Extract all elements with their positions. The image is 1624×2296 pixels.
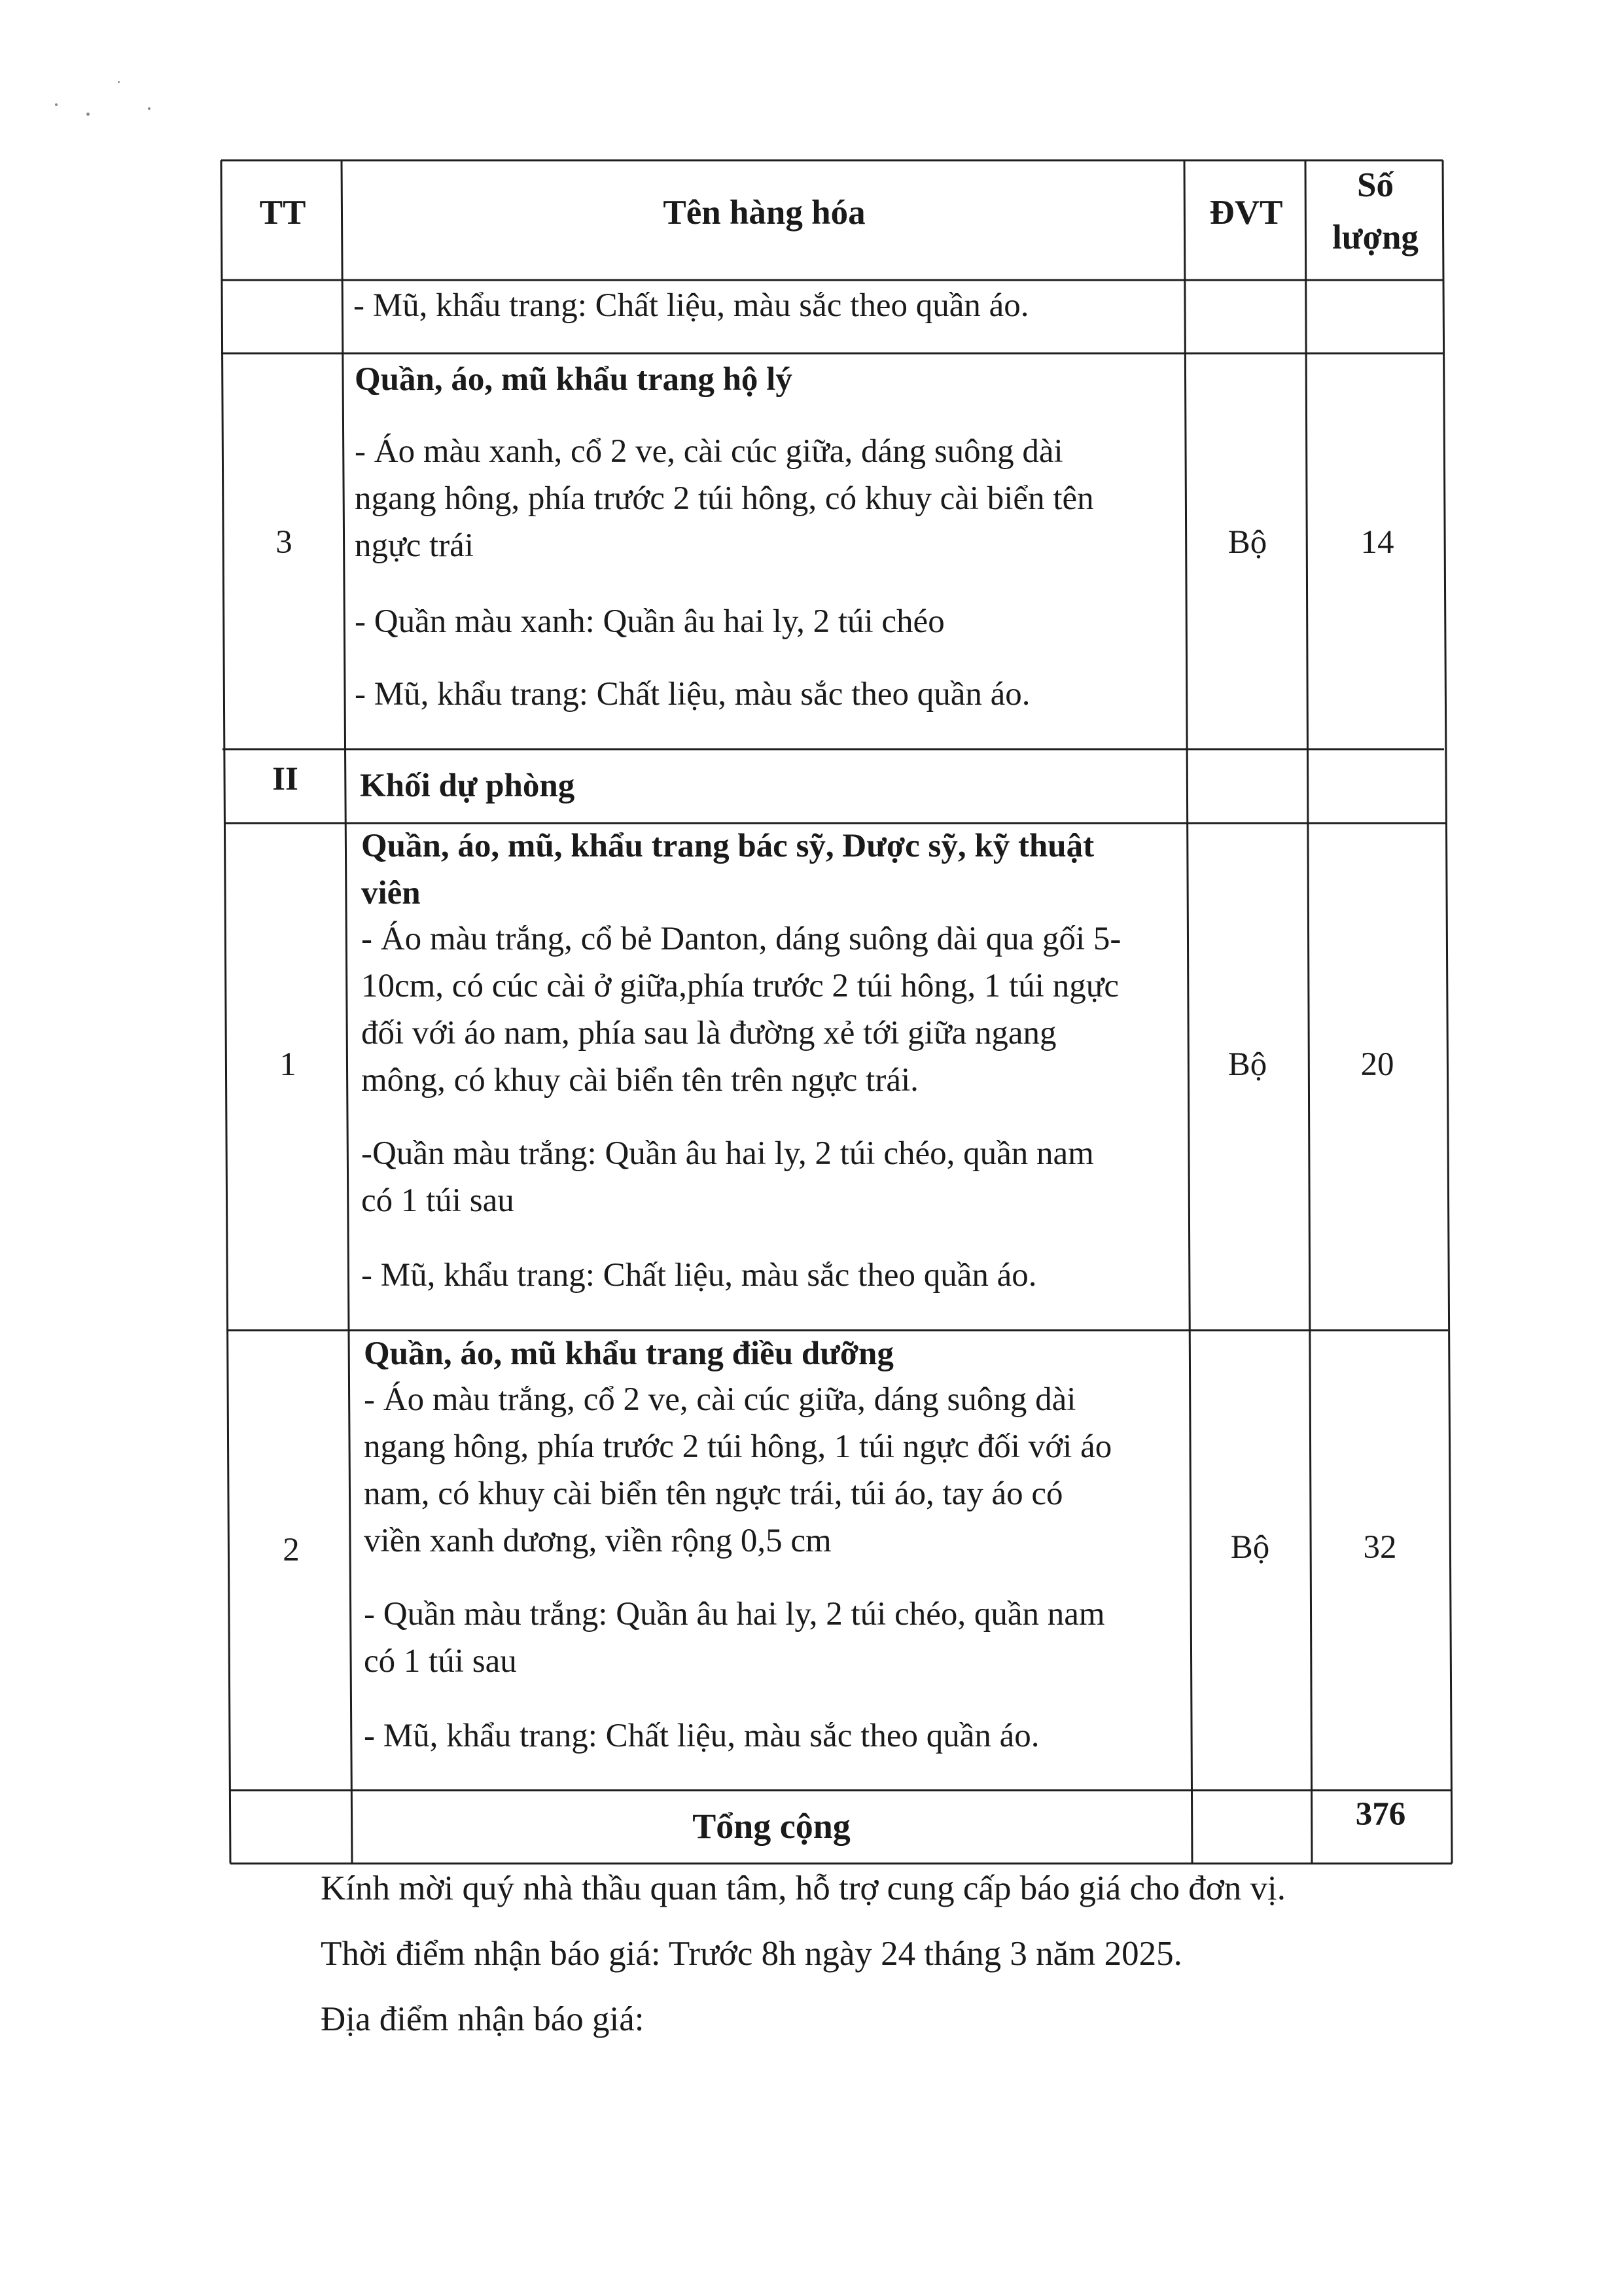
header-qty-line1: Số [1357,166,1394,204]
header-unit: ĐVT [1209,194,1283,232]
row2-title: Quần, áo, mũ khẩu trang điều dưỡng [364,1335,894,1372]
total-qty: 376 [1355,1796,1406,1833]
row1-line: mông, có khuy cài biển tên trên ngực trái. [361,1062,919,1099]
section-ii-tt: II [272,761,298,798]
row2-line: nam, có khuy cài biển tên ngực trái, túi áo, tay áo có [364,1475,1063,1512]
row1-qty: 20 [1360,1046,1394,1083]
deadline-paragraph: Thời điểm nhận báo giá: Trước 8h ngày 24 tháng 3 năm 2025. [321,1935,1182,1973]
row3-qty: 14 [1360,524,1394,561]
row2-line: có 1 túi sau [364,1643,517,1680]
row2-line: ngang hông, phía trước 2 túi hông, 1 túi ngực đối với áo [364,1428,1112,1465]
header-qty-line2: lượng [1332,219,1419,256]
total-label: Tổng cộng [692,1807,851,1846]
row3-tt: 3 [275,524,292,561]
row2-tt: 2 [283,1532,300,1568]
row3-title: Quần, áo, mũ khẩu trang hộ lý [355,361,792,398]
row1-title-line: viên [361,875,421,911]
row3-line: ngang hông, phía trước 2 túi hông, có khuy cài biển tên [355,480,1094,517]
section-ii-title: Khối dự phòng [360,768,575,804]
row1-line: -Quần màu trắng: Quần âu hai ly, 2 túi chéo, quần nam [361,1135,1094,1172]
location-paragraph: Địa điểm nhận báo giá: [321,2000,644,2038]
carry-row-line: - Mũ, khẩu trang: Chất liệu, màu sắc theo quần áo. [353,287,1029,324]
row2-line: - Quần màu trắng: Quần âu hai ly, 2 túi chéo, quần nam [364,1596,1105,1633]
header-goods-name: Tên hàng hóa [663,194,866,232]
row1-line: có 1 túi sau [361,1182,514,1219]
row2-qty: 32 [1363,1529,1397,1566]
row3-line: - Áo màu xanh, cổ 2 ve, cài cúc giữa, dáng suông dài [355,433,1063,470]
row3-line: - Mũ, khẩu trang: Chất liệu, màu sắc theo quần áo. [355,676,1031,713]
row3-unit: Bộ [1227,524,1267,561]
row1-tt: 1 [279,1046,296,1083]
row2-unit: Bộ [1230,1529,1270,1566]
row1-title-line: Quần, áo, mũ, khẩu trang bác sỹ, Dược sỹ, kỹ thuật [361,828,1095,864]
row3-line: - Quần màu xanh: Quần âu hai ly, 2 túi chéo [355,603,945,640]
header-tt: TT [259,194,306,232]
row2-line: - Mũ, khẩu trang: Chất liệu, màu sắc theo quần áo. [364,1718,1040,1754]
row2-line: viền xanh dương, viền rộng 0,5 cm [364,1523,832,1559]
invitation-paragraph: Kính mời quý nhà thầu quan tâm, hỗ trợ cung cấp báo giá cho đơn vị. [321,1869,1286,1907]
row1-unit: Bộ [1227,1046,1267,1083]
row1-line: - Mũ, khẩu trang: Chất liệu, màu sắc theo quần áo. [361,1257,1037,1294]
row2-line: - Áo màu trắng, cổ 2 ve, cài cúc giữa, dáng suông dài [364,1381,1076,1418]
row1-line: đối với áo nam, phía sau là đường xẻ tới giữa ngang [361,1015,1057,1051]
row3-line: ngực trái [355,527,474,564]
row1-line: - Áo màu trắng, cổ bẻ Danton, dáng suông dài qua gối 5- [361,921,1121,957]
row1-line: 10cm, có cúc cài ở giữa,phía trước 2 túi hông, 1 túi ngực [361,968,1119,1004]
